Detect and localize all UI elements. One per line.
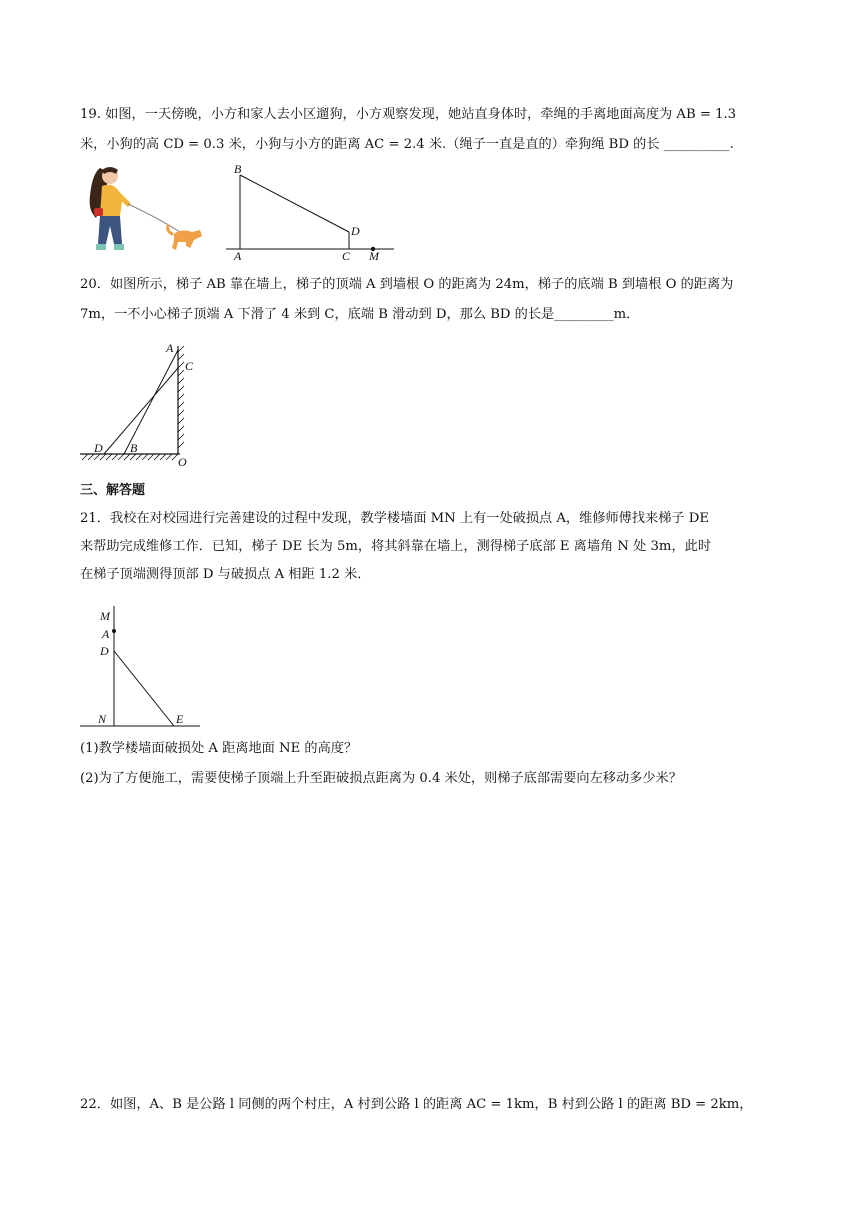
q20-text-line2: 7m，一不小心梯子顶端 A 下滑了 4 米到 C，底端 B 滑动到 D，那么 BD 的长是_________m． <box>80 307 640 322</box>
q21-text-line2: 来帮助完成维修工作．已知，梯子 DE 长为 5m，将其斜靠在墙上，测得梯子底部 E 离墙角 N 处 3m，此时 <box>80 539 712 554</box>
q19-figure <box>224 160 399 260</box>
q21-label-d: D <box>100 644 109 658</box>
q19-label-c: C <box>342 249 351 260</box>
q19-text-line2: 米，小狗的高 CD = 0.3 米，小狗与小方的距离 AC = 2.4 米.（绳子一直是直的）牵狗绳 BD 的长 __________. <box>80 137 734 152</box>
q20-figure <box>78 338 203 468</box>
q19-label-b: B <box>234 162 242 176</box>
q19-label-a: A <box>234 249 242 260</box>
q20-label-d: D <box>94 441 103 455</box>
q21-label-m: M <box>100 609 110 623</box>
q19-label-m: M <box>369 249 379 260</box>
q19-label-d: D <box>351 224 360 238</box>
section-heading-answers: 三、解答题 <box>80 483 146 498</box>
q21-label-e: E <box>176 712 184 726</box>
q21-figure <box>78 596 203 731</box>
q21-label-a: A <box>102 627 110 641</box>
q20-label-b: B <box>130 441 138 455</box>
q20-label-a: A <box>166 341 174 355</box>
q20-text-line1: 20．如图所示，梯子 AB 靠在墙上，梯子的顶端 A 到墙根 O 的距离为 24m，梯子的底端 B 到墙根 O 的距离为 <box>80 277 734 292</box>
q19-girl-dog-illustration <box>78 160 208 260</box>
q21-label-n: N <box>98 712 107 726</box>
q20-label-c: C <box>185 359 194 373</box>
q21-text-line1: 21．我校在对校园进行完善建设的过程中发现，教学楼墙面 MN 上有一处破损点 A，维修师傅找来梯子 DE <box>80 511 709 526</box>
q21-sub2: (2)为了方便施工，需要使梯子顶端上升至距破损点距离为 0.4 米处，则梯子底部需要向左移动多少米？ <box>80 771 682 786</box>
q21-text-line3: 在梯子顶端测得顶部 D 与破损点 A 相距 1.2 米． <box>80 567 371 582</box>
q22-text-line1: 22．如图，A、B 是公路 l 同侧的两个村庄，A 村到公路 l 的距离 AC = 1km，B 村到公路 l 的距离 BD = 2km， <box>80 1097 753 1112</box>
q21-sub1: (1)教学楼墙面破损处 A 距离地面 NE 的高度？ <box>80 741 358 756</box>
q19-text-line1: 19. 如图，一天傍晚，小方和家人去小区遛狗，小方观察发现，她站直身体时，牵绳的手离地面高度为 AB = 1.3 <box>80 107 737 122</box>
q20-label-o: O <box>178 455 187 468</box>
